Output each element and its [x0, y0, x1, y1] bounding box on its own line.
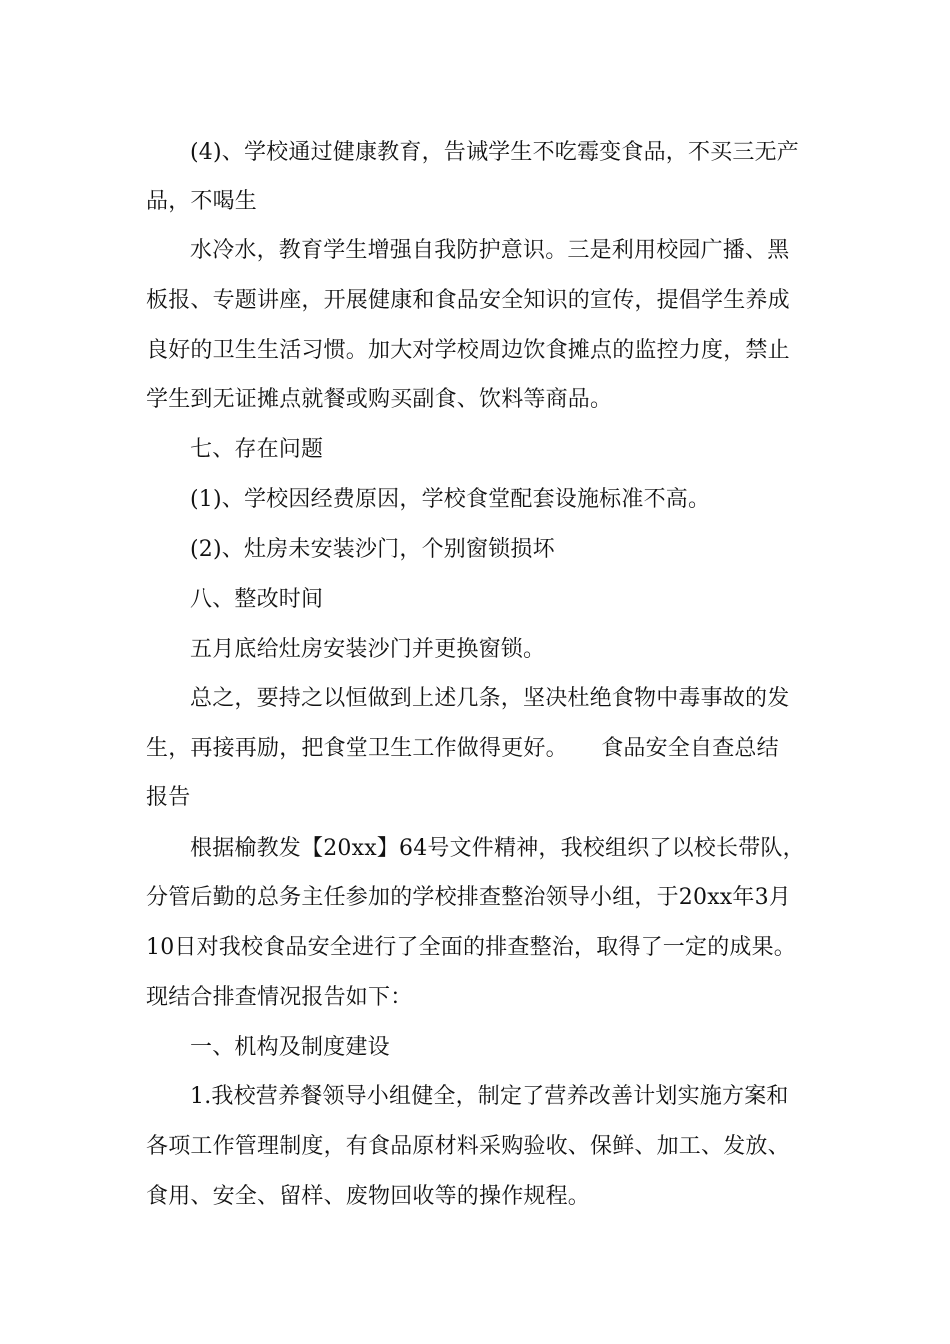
paragraph-line: 品，不喝生	[146, 189, 258, 214]
section-heading: 七、存在问题	[190, 437, 324, 462]
paragraph-line: 五月底给灶房安装沙门并更换窗锁。	[190, 637, 546, 662]
paragraph-line: (4)、学校通过健康教育，告诫学生不吃霉变食品，不买三无产	[190, 140, 799, 165]
paragraph-line: 10日对我校食品安全进行了全面的排查整治，取得了一定的成果。	[146, 935, 796, 960]
paragraph-line: 板报、专题讲座，开展健康和食品安全知识的宣传，提倡学生养成	[146, 288, 790, 313]
paragraph-line: (1)、学校因经费原因，学校食堂配套设施标准不高。	[190, 487, 711, 512]
paragraph-line: 水冷水，教育学生增强自我防护意识。三是利用校园广播、黑	[190, 238, 790, 263]
paragraph-line: 报告	[146, 785, 191, 810]
paragraph-line: 1.我校营养餐领导小组健全，制定了营养改善计划实施方案和	[190, 1084, 789, 1109]
paragraph-line: 分管后勤的总务主任参加的学校排查整治领导小组，于20xx年3月	[146, 885, 792, 910]
paragraph-line: 根据榆教发【20xx】64号文件精神，我校组织了以校长带队，	[190, 836, 805, 861]
section-heading: 一、机构及制度建设	[190, 1035, 390, 1060]
section-heading: 八、整改时间	[190, 587, 324, 612]
paragraph-line: 各项工作管理制度，有食品原材料采购验收、保鲜、加工、发放、	[146, 1134, 790, 1159]
paragraph-line: (2)、灶房未安装沙门，个别窗锁损坏	[190, 537, 555, 562]
paragraph-line: 生，再接再励，把食堂卫生工作做得更好。 食品安全自查总结	[146, 736, 779, 761]
paragraph-line: 学生到无证摊点就餐或购买副食、饮料等商品。	[146, 387, 613, 412]
paragraph-line: 总之，要持之以恒做到上述几条，坚决杜绝食物中毒事故的发	[190, 686, 790, 711]
paragraph-line: 现结合排查情况报告如下：	[146, 985, 413, 1010]
paragraph-line: 良好的卫生生活习惯。加大对学校周边饮食摊点的监控力度，禁止	[146, 338, 790, 363]
paragraph-line: 食用、安全、留样、废物回收等的操作规程。	[146, 1184, 591, 1209]
